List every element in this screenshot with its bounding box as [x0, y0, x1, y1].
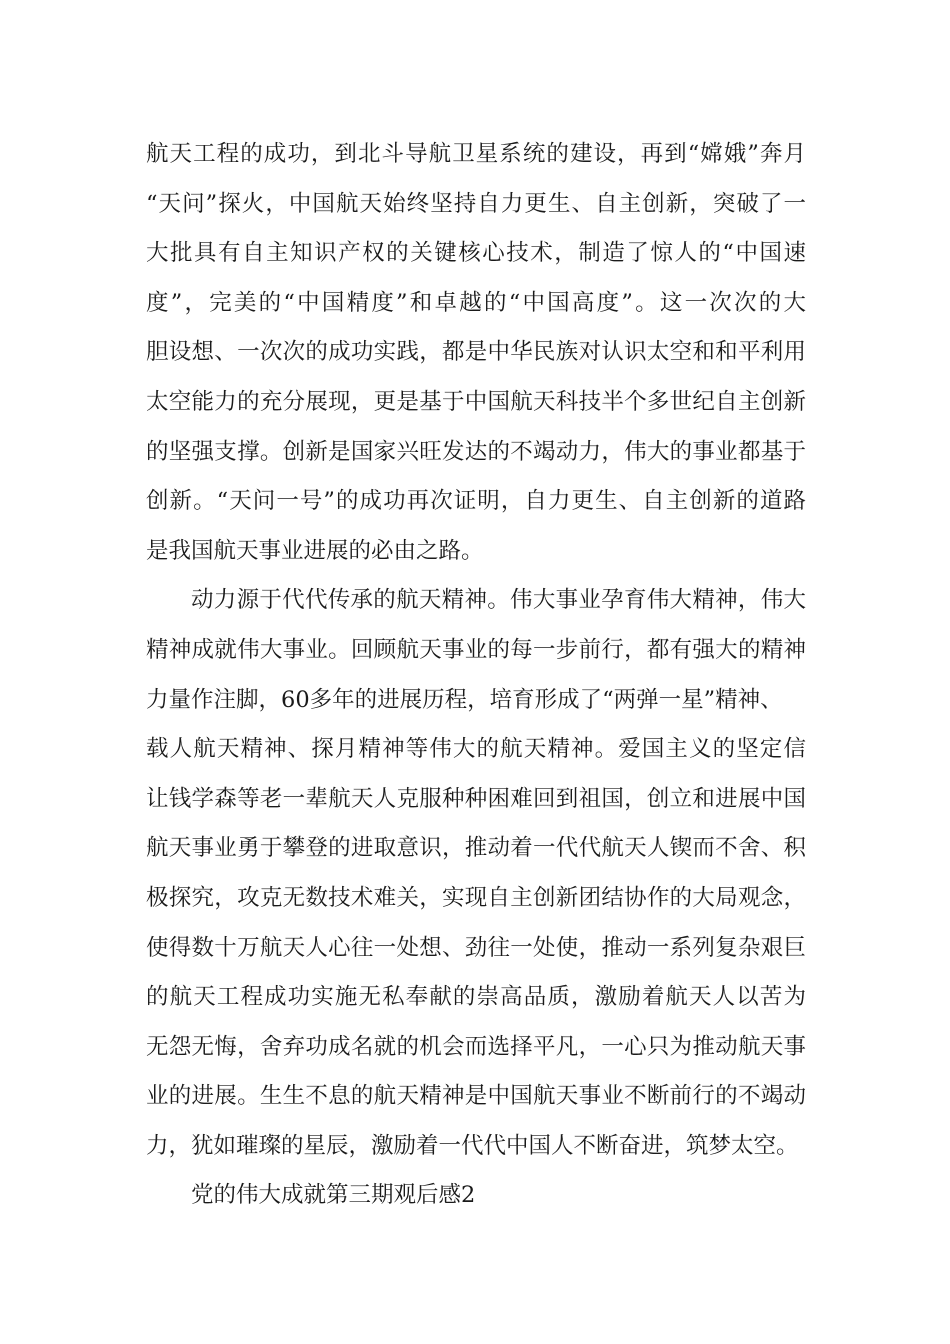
- text-line: 的航天工程成功实施无私奉献的崇高品质，激励着航天人以苦为: [146, 984, 806, 1011]
- document-body: [146, 130, 806, 1221]
- text-line: 让钱学森等老一辈航天人克服种种困难回到祖国，创立和进展中国: [146, 785, 806, 812]
- text-line: 动力源于代代传承的航天精神。伟大事业孕育伟大精神，伟大: [191, 587, 806, 614]
- text-line: 大批具有自主知识产权的关键核心技术，制造了惊人的“中国速: [146, 240, 806, 267]
- section-title: 党的伟大成就第三期观后感2: [191, 1182, 476, 1209]
- text-line: 载人航天精神、探月精神等伟大的航天精神。爱国主义的坚定信: [146, 736, 806, 763]
- text-line: “天问”探火，中国航天始终坚持自力更生、自主创新，突破了一: [146, 190, 806, 217]
- text-line: 太空能力的充分展现，更是基于中国航天科技半个多世纪自主创新: [146, 388, 806, 415]
- paragraph-2: [146, 576, 806, 1171]
- text-line: 航天事业勇于攀登的进取意识，推动着一代代航天人锲而不舍、积: [146, 835, 806, 862]
- text-line: 航天工程的成功，到北斗导航卫星系统的建设，再到“嫦娥”奔月: [146, 141, 806, 167]
- paragraph-3-heading: [146, 1171, 806, 1221]
- text-line: 精神成就伟大事业。回顾航天事业的每一步前行，都有强大的精神: [146, 636, 806, 663]
- text-line: 使得数十万航天人心往一处想、劲往一处使，推动一系列复杂艰巨: [146, 934, 806, 961]
- text-line: 胆设想、一次次的成功实践，都是中华民族对认识太空和和平利用: [146, 339, 806, 366]
- text-line: 力量作注脚，60多年的进展历程，培育形成了“两弹一星”精神、: [146, 686, 783, 713]
- text-line: 度”，完美的“中国精度”和卓越的“中国高度”。这一次次的大: [146, 289, 806, 316]
- text-line: 力，犹如璀璨的星辰，激励着一代代中国人不断奋进，筑梦太空。: [146, 1132, 799, 1159]
- text-line: 创新。“天问一号”的成功再次证明，自力更生、自主创新的道路: [146, 488, 806, 515]
- paragraph-1: [146, 130, 806, 576]
- text-line: 无怨无悔，舍弃功成名就的机会而选择平凡，一心只为推动航天事: [146, 1033, 806, 1060]
- text-line: 的坚强支撑。创新是国家兴旺发达的不竭动力，伟大的事业都基于: [146, 438, 806, 465]
- text-line: 是我国航天事业进展的必由之路。: [146, 537, 484, 564]
- text-line: 极探究，攻克无数技术难关，实现自主创新团结协作的大局观念，: [146, 884, 806, 911]
- text-line: 业的进展。生生不息的航天精神是中国航天事业不断前行的不竭动: [146, 1083, 806, 1110]
